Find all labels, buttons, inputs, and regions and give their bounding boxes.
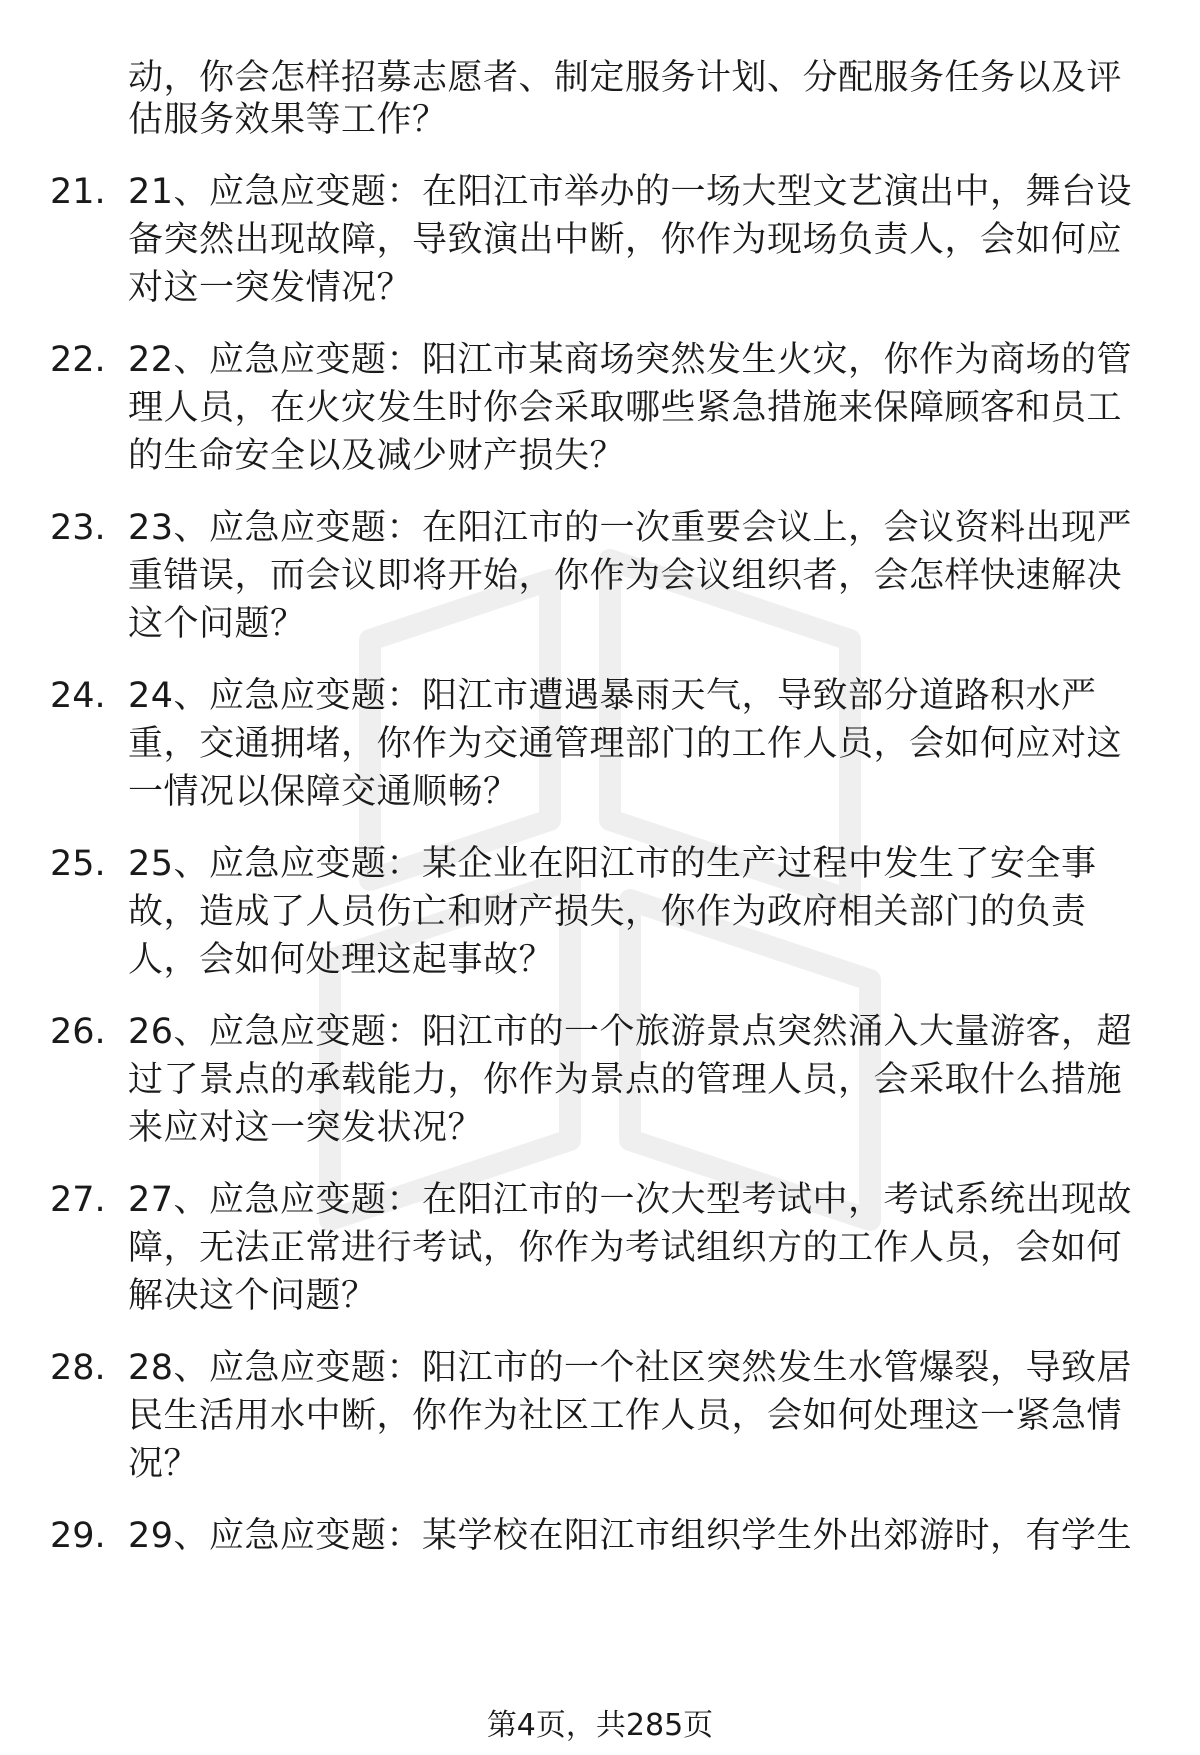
item-29-line-1: 29、应急应变题：某学校在阳江市组织学生外出郊游时，有学生 (128, 1516, 1133, 1556)
item-25-line-1: 25、应急应变题：某企业在阳江市的生产过程中发生了安全事 (128, 844, 1097, 884)
item-23-line-3: 这个问题？ (128, 604, 306, 644)
item-25-line-2: 故，造成了人员伤亡和财产损失，你作为政府相关部门的负责 (128, 892, 1087, 932)
item-21-line-1: 21、应急应变题：在阳江市举办的一场大型文艺演出中，舞台设 (128, 172, 1133, 212)
item-number-26: 26. (50, 1012, 106, 1052)
item-number-29: 29. (50, 1516, 106, 1556)
item-24-line-2: 重，交通拥堵，你作为交通管理部门的工作人员，会如何应对这 (128, 724, 1123, 764)
item-21-line-2: 备突然出现故障，导致演出中断，你作为现场负责人，会如何应 (128, 220, 1123, 260)
item-28-line-3: 况？ (128, 1444, 200, 1484)
item-22-line-3: 的生命安全以及减少财产损失？ (128, 436, 626, 476)
item-24-line-1: 24、应急应变题：阳江市遭遇暴雨天气，导致部分道路积水严 (128, 676, 1097, 716)
item-22-line-2: 理人员，在火灾发生时你会采取哪些紧急措施来保障顾客和员工 (128, 388, 1123, 428)
item-number-25: 25. (50, 844, 106, 884)
item-26-line-1: 26、应急应变题：阳江市的一个旅游景点突然涌入大量游客，超 (128, 1012, 1133, 1052)
item-23-line-2: 重错误，而会议即将开始，你作为会议组织者，会怎样快速解决 (128, 556, 1123, 596)
item-22-line-1: 22、应急应变题：阳江市某商场突然发生火灾，你作为商场的管 (128, 340, 1133, 380)
item-number-21: 21. (50, 172, 106, 212)
item-number-23: 23. (50, 508, 106, 548)
item-23-line-1: 23、应急应变题：在阳江市的一次重要会议上，会议资料出现严 (128, 508, 1133, 548)
intro-line-2: 估服务效果等工作？ (128, 100, 448, 140)
item-number-27: 27. (50, 1180, 106, 1220)
item-27-line-3: 解决这个问题？ (128, 1276, 377, 1316)
item-24-line-3: 一情况以保障交通顺畅？ (128, 772, 519, 812)
item-number-22: 22. (50, 340, 106, 380)
item-28-line-1: 28、应急应变题：阳江市的一个社区突然发生水管爆裂，导致居 (128, 1348, 1133, 1388)
item-27-line-1: 27、应急应变题：在阳江市的一次大型考试中，考试系统出现故 (128, 1180, 1133, 1220)
item-28-line-2: 民生活用水中断，你作为社区工作人员，会如何处理这一紧急情 (128, 1396, 1123, 1436)
item-25-line-3: 人，会如何处理这起事故？ (128, 940, 555, 980)
page-footer: 第4页，共285页 (486, 1708, 714, 1743)
item-number-28: 28. (50, 1348, 106, 1388)
item-26-line-2: 过了景点的承载能力，你作为景点的管理人员，会采取什么措施 (128, 1060, 1123, 1100)
item-21-line-3: 对这一突发情况？ (128, 268, 413, 308)
item-26-line-3: 来应对这一突发状况？ (128, 1108, 484, 1148)
intro-line-1: 动，你会怎样招募志愿者、制定服务计划、分配服务任务以及评 (128, 58, 1123, 98)
item-27-line-2: 障，无法正常进行考试，你作为考试组织方的工作人员，会如何 (128, 1228, 1123, 1268)
item-number-24: 24. (50, 676, 106, 716)
